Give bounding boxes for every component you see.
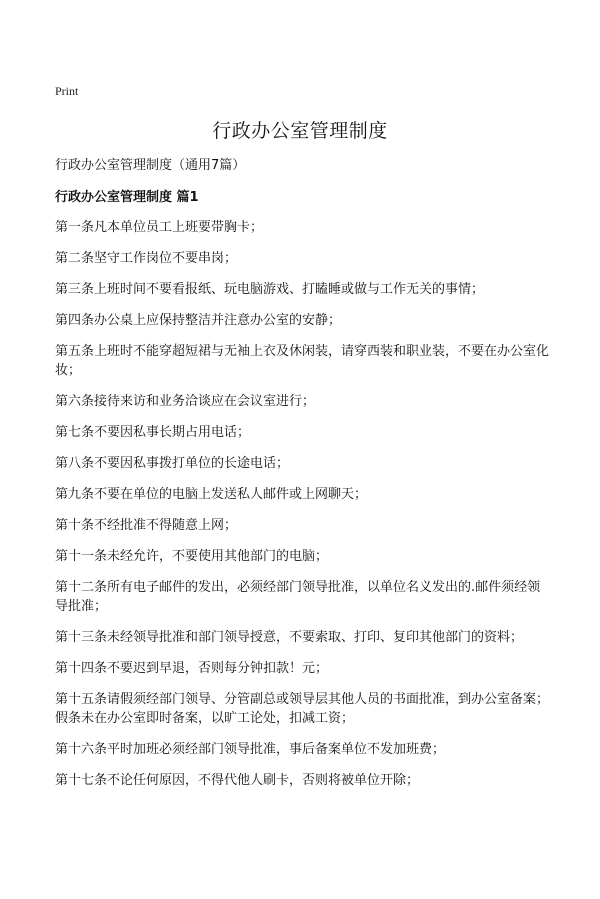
- section-heading: 行政办公室管理制度 篇1: [55, 190, 199, 205]
- article-item: 第十四条不要迟到早退，否则每分钟扣款！元；: [55, 661, 329, 676]
- article-item: 第二条坚守工作岗位不要串岗；: [55, 251, 238, 266]
- article-item: 第十一条未经允许，不要使用其他部门的电脑；: [55, 549, 329, 564]
- article-list: [55, 218, 550, 802]
- article-item: 第五条上班时不能穿超短裙与无袖上衣及休闲装，请穿西装和职业装，不要在办公室化妆；: [55, 344, 550, 378]
- article-item: 第四条办公桌上应保持整洁并注意办公室的安静；: [55, 313, 342, 328]
- article-item: 第十六条平时加班必须经部门领导批准，事后备案单位不发加班费；: [55, 742, 446, 757]
- article-item: 第十二条所有电子邮件的发出，必须经部门领导批准，以单位名义发出的.邮件须经领导批准；: [55, 580, 541, 614]
- document-subtitle: 行政办公室管理制度（通用7篇）: [55, 158, 246, 173]
- print-label: Print: [55, 84, 79, 98]
- article-item: 第三条上班时间不要看报纸、玩电脑游戏、打瞌睡或做与工作无关的事情；: [55, 282, 485, 297]
- article-item: 第十七条不论任何原因，不得代他人刷卡，否则将被单位开除；: [55, 773, 420, 788]
- article-item: 第九条不要在单位的电脑上发送私人邮件或上网聊天；: [55, 487, 368, 502]
- article-item: 第十条不经批准不得随意上网；: [55, 518, 238, 533]
- article-item: 第八条不要因私事拨打单位的长途电话；: [55, 456, 290, 471]
- article-item: 第七条不要因私事长期占用电话；: [55, 425, 251, 440]
- article-item: 第一条凡本单位员工上班要带胸卡；: [55, 220, 264, 235]
- article-item: 第十五条请假须经部门领导、分管副总或领导层其他人员的书面批准，到办公室备案；假条未在办公室即时备案，以旷工论处，扣减工资；: [55, 692, 550, 726]
- article-item: 第十三条未经领导批准和部门领导授意，不要索取、打印、复印其他部门的资料；: [55, 630, 524, 645]
- document-title: 行政办公室管理制度: [212, 120, 388, 142]
- article-item: 第六条接待来访和业务洽谈应在会议室进行；: [55, 394, 316, 409]
